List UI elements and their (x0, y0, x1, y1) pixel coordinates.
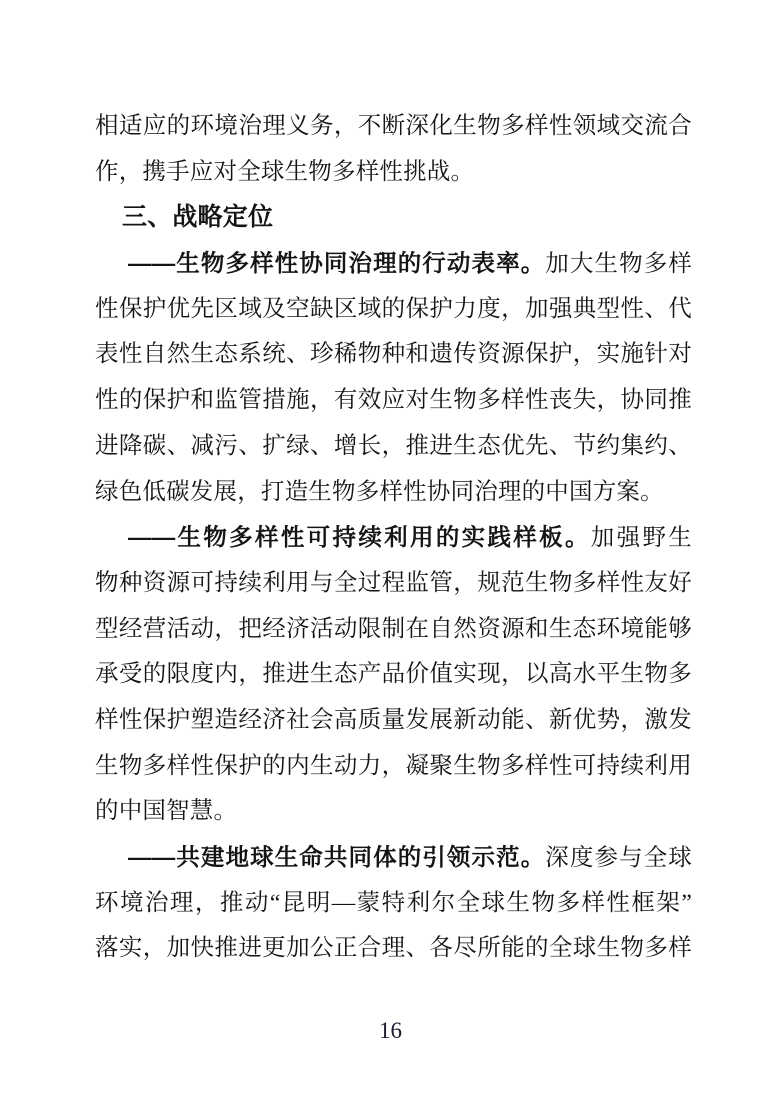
text-segment: 相适应的环境治理义务，不断深化生物多样性领域交流合 (95, 113, 692, 139)
text-line (95, 332, 692, 378)
text-line (95, 515, 692, 561)
text-line (95, 607, 692, 653)
text-line (95, 378, 692, 424)
text-segment: 落实，加快推进更加公正合理、各尽所能的全球生物多样 (95, 935, 692, 962)
text-line (95, 470, 692, 516)
text-segment: 深度参与全球 (545, 845, 692, 871)
text-segment: 作，携手应对全球生物多样性挑战。 (95, 158, 475, 185)
text-line (95, 744, 692, 790)
text-segment: 进降碳、减污、扩绿、增长，推进生态优先、节约集约、 (95, 432, 692, 459)
text-line (95, 424, 692, 470)
text-segment: 绿色低碳发展，打造生物多样性协同治理的中国方案。 (95, 478, 664, 505)
text-line (95, 241, 692, 287)
text-line (95, 789, 692, 835)
text-line (95, 652, 692, 698)
bold-text-segment: 三、战略定位 (122, 203, 274, 232)
text-line (95, 104, 692, 150)
text-segment: 生物多样性保护的内生动力，凝聚生物多样性可持续利用 (95, 752, 692, 779)
text-line (95, 287, 692, 333)
text-segment: 物种资源可持续利用与全过程监管，规范生物多样性友好 (95, 569, 692, 596)
text-line (95, 150, 692, 196)
text-segment: 型经营活动，把经济活动限制在自然资源和生态环境能够 (95, 615, 692, 642)
bold-text-segment: ——生物多样性协同治理的行动表率。 (128, 250, 546, 277)
text-segment: 性保护优先区域及空缺区域的保护力度，加强典型性、代 (95, 295, 692, 322)
text-line (95, 926, 692, 972)
text-block (95, 104, 692, 972)
text-segment: 承受的限度内，推进生态产品价值实现，以高水平生物多 (95, 661, 692, 688)
text-line (95, 881, 692, 927)
text-line (95, 561, 692, 607)
bold-text-segment: ——生物多样性可持续利用的实践样板。 (128, 524, 591, 551)
text-segment: 样性保护塑造经济社会高质量发展新动能、新优势，激发 (95, 706, 692, 733)
section-heading (95, 195, 692, 241)
text-segment: 加强野生 (590, 525, 692, 552)
text-line (95, 835, 692, 881)
text-segment: 加大生物多样 (545, 251, 692, 278)
text-segment: 环境治理，推动“昆明—蒙特利尔全球生物多样性框架” (95, 889, 692, 916)
text-segment: 性的保护和监管措施，有效应对生物多样性丧失，协同推 (95, 387, 692, 414)
text-line (95, 698, 692, 744)
bold-text-segment: ——共建地球生命共同体的引领示范。 (128, 844, 546, 870)
text-segment: 表性自然生态系统、珍稀物种和遗传资源保护，实施针对 (95, 341, 692, 368)
text-segment: 的中国智慧。 (95, 798, 238, 825)
page-number: 16 (379, 1018, 402, 1043)
